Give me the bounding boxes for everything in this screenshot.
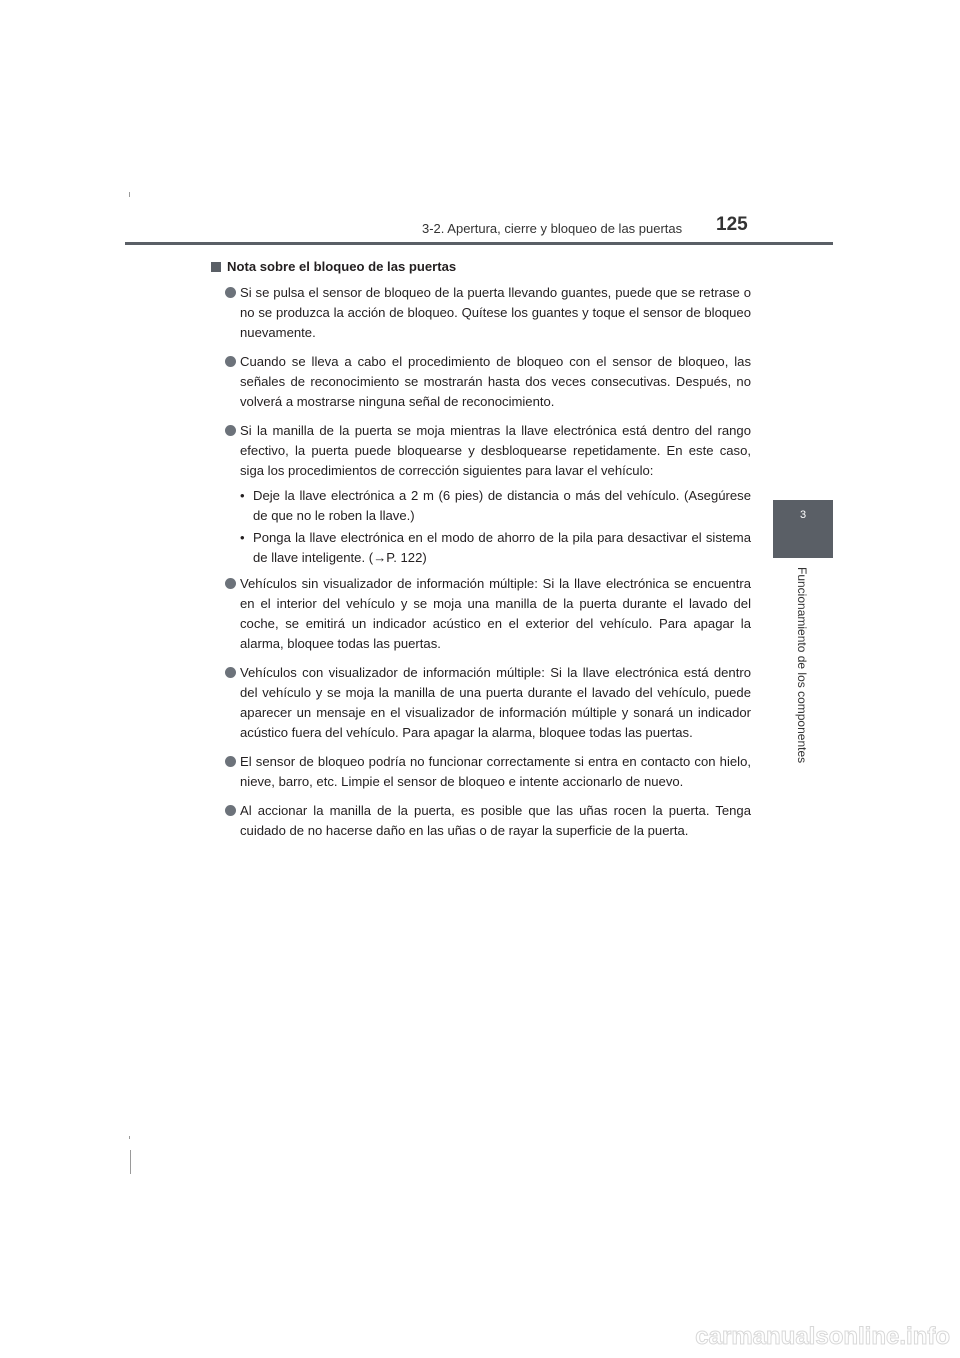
- note-paragraph: Vehículos con visualizador de información múltiple: Si la llave electrónica está dentro del vehículo y se moja la manilla de una puerta durante el lavado del vehículo, puede aparecer un mensaje en el visualizador de información múltiple y sonará un indicador acústico fuera del vehículo. Para apagar la alarma, bloquee todas las puertas.: [211, 663, 751, 743]
- note-paragraph: Si la manilla de la puerta se moja mientras la llave electrónica está dentro del rango efectivo, la puerta puede bloquearse y desbloquearse repetidamente. En este caso, siga los procedimientos de corrección siguientes para lavar el vehículo:: [211, 421, 751, 481]
- procedure-list: [211, 486, 751, 568]
- header-section-title: 3-2. Apertura, cierre y bloqueo de las puertas: [422, 221, 683, 236]
- circle-bullet-icon: [225, 425, 236, 436]
- dot-bullet-icon: •: [240, 488, 245, 503]
- header-rule: [125, 242, 833, 245]
- watermark: [600, 1318, 952, 1354]
- chapter-number: 3: [799, 509, 807, 521]
- note-paragraph: Si se pulsa el sensor de bloqueo de la puerta llevando guantes, puede que se retrase o no se produzca la acción de bloqueo. Quítese los guantes y toque el sensor de bloqueo nuevamente.: [211, 283, 751, 343]
- chapter-label: Funcionamiento de los componentes: [795, 567, 809, 764]
- circle-bullet-icon: [225, 667, 236, 678]
- margin-tick: [129, 1136, 130, 1139]
- circle-bullet-icon: [225, 805, 236, 816]
- note-paragraph: Cuando se lleva a cabo el procedimiento de bloqueo con el sensor de bloqueo, las señales de reconocimiento se mostrarán hasta dos veces consecutivas. Después, no volverá a mostrarse ninguna señal de reconocimiento.: [211, 352, 751, 412]
- margin-tick: [129, 192, 130, 197]
- square-bullet-icon: [211, 262, 221, 272]
- margin-line: [130, 1150, 131, 1174]
- note-paragraph: El sensor de bloqueo podría no funcionar correctamente si entra en contacto con hielo, nieve, barro, etc. Limpie el sensor de bloqueo e intente accionarlo de nuevo.: [211, 752, 751, 792]
- main-content: [211, 257, 751, 850]
- section-title: Nota sobre el bloqueo de las puertas: [211, 257, 751, 277]
- circle-bullet-icon: [225, 356, 236, 367]
- circle-bullet-icon: [225, 578, 236, 589]
- circle-bullet-icon: [225, 756, 236, 767]
- watermark-text: carmanualsonline.info: [695, 1323, 950, 1350]
- dot-bullet-icon: •: [240, 530, 245, 545]
- circle-bullet-icon: [225, 287, 236, 298]
- chapter-tab: [773, 500, 833, 558]
- note-paragraph: Vehículos sin visualizador de información múltiple: Si la llave electrónica se encuentra en el interior del vehículo y se moja una manilla de la puerta durante el lavado del coche, se emitirá un indicador acústico en el exterior del vehículo. Para apagar la alarma, bloquee todas las puertas.: [211, 574, 751, 654]
- page-number: 125: [716, 214, 748, 235]
- list-item: • Deje la llave electrónica a 2 m (6 pies) de distancia o más del vehículo. (Asegúrese de que no le roben la llave.): [240, 488, 751, 523]
- list-item: • Ponga la llave electrónica en el modo de ahorro de la pila para desactivar el sistema de llave inteligente. (→P. 122): [240, 530, 751, 565]
- note-paragraph: Al accionar la manilla de la puerta, es posible que las uñas rocen la puerta. Tenga cuidado de no hacerse daño en las uñas o de rayar la superficie de la puerta.: [211, 801, 751, 841]
